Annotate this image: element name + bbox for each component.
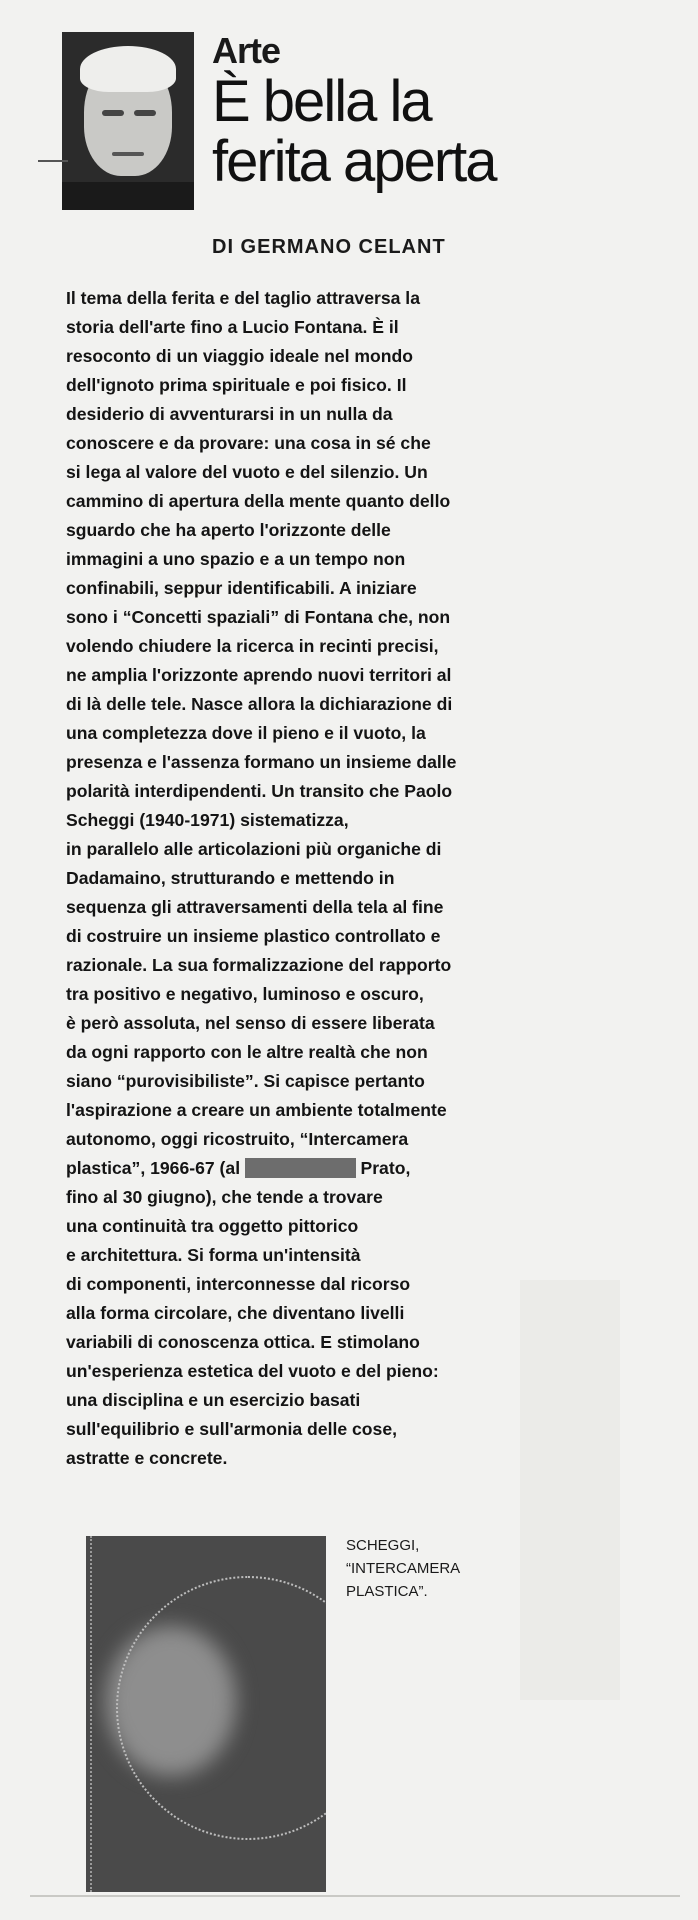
body-line: un'esperienza estetica del vuoto e del pieno: xyxy=(66,1361,439,1381)
body-line: desiderio di avventurarsi in un nulla da xyxy=(66,404,393,424)
headline-line: ferita aperta xyxy=(212,129,496,194)
body-line: in parallelo alle articolazioni più organiche di xyxy=(66,839,442,859)
portrait-collar xyxy=(62,182,194,210)
body-line: alla forma circolare, che diventano livelli xyxy=(66,1303,405,1323)
portrait-hair xyxy=(80,46,176,92)
article-body xyxy=(66,284,506,1473)
body-line-part: Prato, xyxy=(355,1158,411,1178)
body-line: cammino di apertura della mente quanto dello xyxy=(66,491,451,511)
body-line-part: plastica”, 1966-67 (al xyxy=(66,1158,245,1178)
caption-line: PLASTICA”. xyxy=(346,1583,428,1600)
body-line: Il tema della ferita e del taglio attraversa la xyxy=(66,288,420,308)
body-line: tra positivo e negativo, luminoso e oscuro, xyxy=(66,984,424,1004)
headline xyxy=(212,69,522,194)
body-line: dell'ignoto prima spirituale e poi fisico. Il xyxy=(66,375,407,395)
bottom-rule xyxy=(30,1895,680,1897)
body-line: l'aspirazione a creare un ambiente totalmente xyxy=(66,1100,447,1120)
body-line: e architettura. Si forma un'intensità xyxy=(66,1245,361,1265)
portrait-eye xyxy=(102,110,124,116)
body-line: sequenza gli attraversamenti della tela al fine xyxy=(66,897,444,917)
body-line: si lega al valore del vuoto e del silenzio. Un xyxy=(66,462,428,482)
body-line: immagini a uno spazio e a un tempo non xyxy=(66,549,406,569)
body-line: volendo chiudere la ricerca in recinti precisi, xyxy=(66,636,439,656)
body-line: resoconto di un viaggio ideale nel mondo xyxy=(66,346,414,366)
body-line: conoscere e da provare: una cosa in sé che xyxy=(66,433,431,453)
body-line: polarità interdipendenti. Un transito che Paolo xyxy=(66,781,453,801)
margin-mark xyxy=(38,160,68,162)
body-line: di costruire un insieme plastico controllato e xyxy=(66,926,441,946)
body-line: da ogni rapporto con le altre realtà che non xyxy=(66,1042,428,1062)
body-line: astratte e concrete. xyxy=(66,1448,228,1468)
body-line: autonomo, oggi ricostruito, “Intercamera xyxy=(66,1129,409,1149)
redaction-bar xyxy=(245,1158,356,1178)
byline: DI GERMANO CELANT xyxy=(212,236,446,258)
body-line-redacted xyxy=(66,1154,506,1183)
body-line: una completezza dove il pieno e il vuoto, la xyxy=(66,723,426,743)
artwork-perforations xyxy=(86,1536,92,1892)
body-line: storia dell'arte fino a Lucio Fontana. È il xyxy=(66,317,399,337)
body-line: variabili di conoscenza ottica. E stimolano xyxy=(66,1332,420,1352)
body-line: ne amplia l'orizzonte aprendo nuovi territori al xyxy=(66,665,452,685)
body-line: siano “purovisibiliste”. Si capisce pertanto xyxy=(66,1071,425,1091)
author-portrait xyxy=(62,32,194,210)
portrait-mouth xyxy=(112,152,144,156)
body-line: è però assoluta, nel senso di essere liberata xyxy=(66,1013,435,1033)
body-line: Scheggi (1940-1971) sistematizza, xyxy=(66,810,349,830)
caption-line: SCHEGGI, xyxy=(346,1537,420,1554)
section-kicker: Arte xyxy=(212,30,281,71)
artwork-dotted-arc xyxy=(116,1576,326,1840)
body-line: una continuità tra oggetto pittorico xyxy=(66,1216,359,1236)
body-line: presenza e l'assenza formano un insieme dalle xyxy=(66,752,457,772)
caption-line: “INTERCAMERA xyxy=(346,1560,461,1577)
body-line: sguardo che ha aperto l'orizzonte delle xyxy=(66,520,391,540)
body-line: una disciplina e un esercizio basati xyxy=(66,1390,361,1410)
body-line: di componenti, interconnesse dal ricorso xyxy=(66,1274,411,1294)
body-line: sull'equilibrio e sull'armonia delle cose, xyxy=(66,1419,398,1439)
artwork-photo xyxy=(86,1536,326,1892)
portrait-eye xyxy=(134,110,156,116)
body-line: razionale. La sua formalizzazione del rapporto xyxy=(66,955,452,975)
bleed-through-block xyxy=(520,1280,620,1700)
body-line: sono i “Concetti spaziali” di Fontana che, non xyxy=(66,607,451,627)
headline-line: È bella la xyxy=(212,69,431,134)
body-line: di là delle tele. Nasce allora la dichiarazione di xyxy=(66,694,453,714)
body-line: confinabili, seppur identificabili. A iniziare xyxy=(66,578,417,598)
photo-caption xyxy=(346,1534,506,1603)
body-line: Dadamaino, strutturando e mettendo in xyxy=(66,868,395,888)
body-line: fino al 30 giugno), che tende a trovare xyxy=(66,1187,383,1207)
